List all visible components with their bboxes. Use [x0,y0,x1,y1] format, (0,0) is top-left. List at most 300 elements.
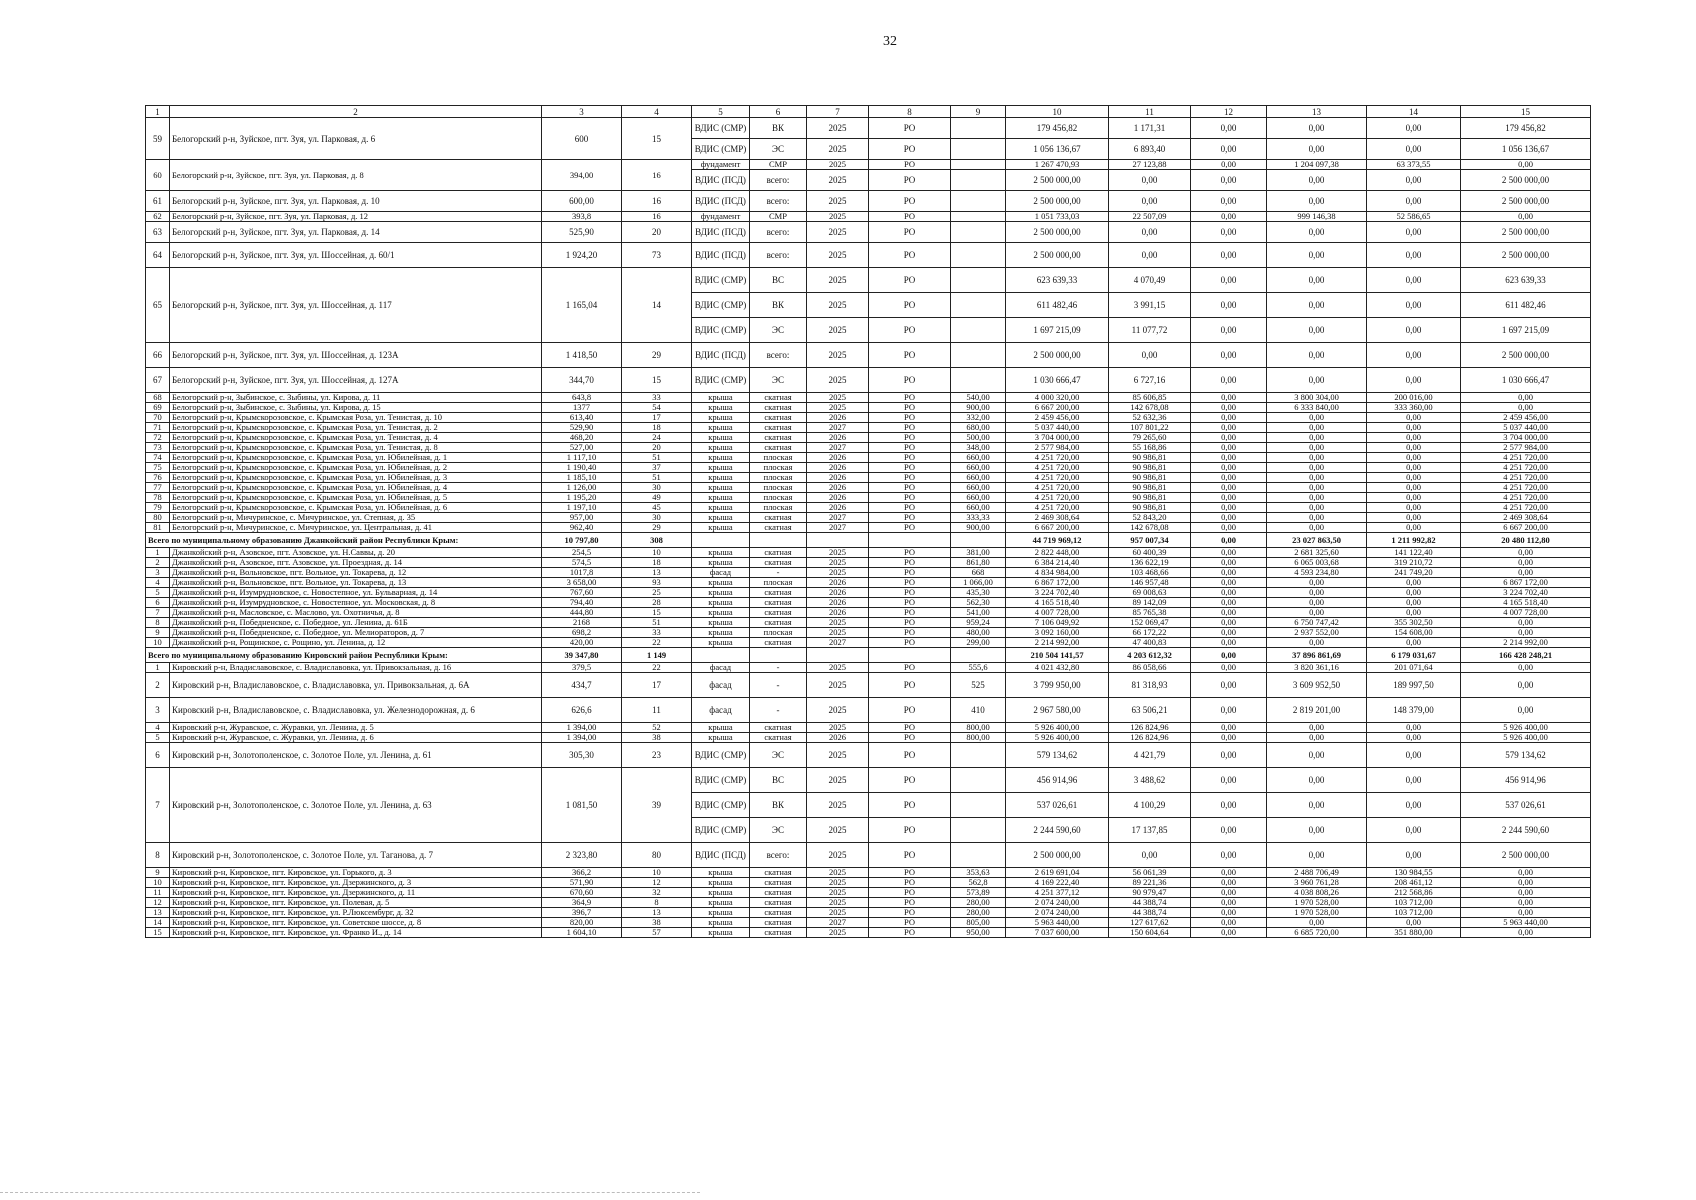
table-cell: 3 820 361,16 [1267,663,1367,673]
table-cell: 0,00 [1267,523,1367,533]
table-cell: 45 [622,503,692,513]
table-cell: скатная [750,888,807,898]
table-cell: 74 [146,453,170,463]
table-cell: Белогорский р-н, Мичуринское, с. Мичуринское, ул. Степная, д. 35 [170,513,542,523]
table-cell: 623 639,33 [1006,268,1109,293]
table-cell: 0,00 [1367,243,1461,268]
table-cell: 468,20 [542,433,622,443]
table-cell [750,648,807,663]
table-cell: 0,00 [1267,368,1367,393]
table-cell: 2 619 691,04 [1006,868,1109,878]
table-cell: 20 [622,443,692,453]
table-cell: 0,00 [1367,343,1461,368]
table-cell: 66 [146,343,170,368]
table-cell: РО [869,368,951,393]
table-cell: 1 604,10 [542,928,622,938]
table-cell: 8 [146,618,170,628]
table-cell: Кировский р-н, Кировское, пгт. Кировское, ул. Дзержинского, д. 11 [170,888,542,898]
table-cell [951,293,1006,318]
table-cell: РО [869,443,951,453]
table-cell: 0,00 [1191,433,1267,443]
table-cell: 2025 [807,723,869,733]
table-cell: 17 [622,413,692,423]
table-cell [951,139,1006,160]
table-cell: 12 [1191,106,1267,118]
table-cell: 72 [146,433,170,443]
table-cell: 999 146,38 [1267,212,1367,222]
table-cell: 6 685 720,00 [1267,928,1367,938]
table-cell: 142 678,08 [1109,523,1191,533]
table-cell: 0,00 [1267,443,1367,453]
table-cell: крыша [692,393,750,403]
table-cell: 0,00 [1191,483,1267,493]
table-cell: 299,00 [951,638,1006,648]
table-row [146,493,1591,503]
table-cell: 2 500 000,00 [1461,222,1591,243]
table-cell: РО [869,293,951,318]
table-cell: 0,00 [1191,548,1267,558]
table-cell: 44 388,74 [1109,908,1191,918]
table-cell: всего: [750,343,807,368]
table-cell: Белогорский р-н, Крымскорозовское, с. Крымская Роза, ул. Юбилейная, д. 3 [170,473,542,483]
table-cell: ВДИС (СМР) [692,768,750,793]
table-cell: 2025 [807,663,869,673]
table-cell: 1 970 528,00 [1267,908,1367,918]
table-cell: 3 [146,568,170,578]
table-cell: Кировский р-н, Золотополенское, с. Золотое Поле, ул. Ленина, д. 61 [170,743,542,768]
table-cell: 0,00 [1267,598,1367,608]
table-cell: 0,00 [1191,463,1267,473]
table-cell: 179 456,82 [1461,118,1591,139]
table-cell: 1 394,00 [542,723,622,733]
table-cell: 562,30 [951,598,1006,608]
table-cell: 0,00 [1191,473,1267,483]
table-cell: 0,00 [1367,139,1461,160]
table-cell: 0,00 [1191,268,1267,293]
table-cell: 2 500 000,00 [1461,243,1591,268]
table-row [146,463,1591,473]
table-cell: 2 577 984,00 [1461,443,1591,453]
table-row [146,433,1591,443]
table-cell: ВДИС (СМР) [692,118,750,139]
table-cell: Белогорский р-н, Зуйское, пгт. Зуя, ул. Парковая, д. 12 [170,212,542,222]
table-cell [951,243,1006,268]
table-cell: 1017,8 [542,568,622,578]
table-cell: 3 [542,106,622,118]
table-cell: РО [869,243,951,268]
table-cell: 2025 [807,548,869,558]
table-cell: 308 [622,533,692,548]
table-cell: ВС [750,268,807,293]
table-cell: Белогорский р-н, Зыбинское, с. Зыбины, ул. Кирова, д. 15 [170,403,542,413]
table-cell: РО [869,818,951,843]
table-cell: 154 608,00 [1367,628,1461,638]
table-cell: крыша [692,523,750,533]
table-cell: 0,00 [1267,818,1367,843]
table-cell: Кировский р-н, Кировское, пгт. Кировское, ул. Горького, д. 3 [170,868,542,878]
table-cell [951,533,1006,548]
table-cell: РО [869,598,951,608]
table-cell: крыша [692,868,750,878]
table-cell: 90 986,81 [1109,463,1191,473]
table-cell: - [750,663,807,673]
table-cell: 0,00 [1367,191,1461,212]
table-cell: 0,00 [1461,403,1591,413]
table-cell: 3 224 702,40 [1006,588,1109,598]
table-cell: 5 926 400,00 [1006,733,1109,743]
table-cell: 2 488 706,49 [1267,868,1367,878]
table-cell: 2027 [807,918,869,928]
table-cell: 2025 [807,558,869,568]
table-cell [951,222,1006,243]
table-cell: 410 [951,698,1006,723]
table-cell: 73 [146,443,170,453]
table-cell: крыша [692,608,750,618]
table-cell: 11 077,72 [1109,318,1191,343]
table-cell: 1 190,40 [542,463,622,473]
table-cell: 2025 [807,868,869,878]
table-cell: 0,00 [1109,191,1191,212]
table-cell: РО [869,393,951,403]
table-cell: РО [869,268,951,293]
table-cell [951,818,1006,843]
table-cell: 142 678,08 [1109,403,1191,413]
table-cell [951,368,1006,393]
table-cell: 90 986,81 [1109,483,1191,493]
table-row [146,453,1591,463]
table-cell: 800,00 [951,723,1006,733]
table-cell: 89 142,09 [1109,598,1191,608]
table-cell: 63 506,21 [1109,698,1191,723]
table-cell: 1 171,31 [1109,118,1191,139]
table-cell: Джанкойский р-н, Победненское, с. Победное, ул. Ленина, д. 61Б [170,618,542,628]
table-cell: РО [869,908,951,918]
table-cell: РО [869,212,951,222]
table-cell: 0,00 [1191,191,1267,212]
table-cell: фасад [692,673,750,698]
table-cell: крыша [692,878,750,888]
table-cell: ВК [750,793,807,818]
table-cell: 17 [622,673,692,698]
table-cell: ЭС [750,318,807,343]
table-cell: 44 719 969,12 [1006,533,1109,548]
table-cell: 805,00 [951,918,1006,928]
table-cell: 2025 [807,898,869,908]
table-cell: 17 137,85 [1109,818,1191,843]
table-cell: 540,00 [951,393,1006,403]
table-cell: 444,80 [542,608,622,618]
table-cell: 0,00 [1109,343,1191,368]
table-cell: 333,33 [951,513,1006,523]
table-cell: 0,00 [1191,222,1267,243]
table-row [146,698,1591,723]
table-cell: РО [869,698,951,723]
table-cell: 11 [146,888,170,898]
table-cell: 344,70 [542,368,622,393]
table-cell: 6 750 747,42 [1267,618,1367,628]
table-cell: 10 [146,878,170,888]
table-cell: 10 [622,868,692,878]
table-cell: 305,30 [542,743,622,768]
table-cell: 37 896 861,69 [1267,648,1367,663]
table-cell: 103 712,00 [1367,898,1461,908]
table-cell: скатная [750,868,807,878]
table-cell: 13 [622,908,692,918]
table-cell: скатная [750,928,807,938]
table-cell: 0,00 [1191,503,1267,513]
table-cell: 1 126,00 [542,483,622,493]
table-row [146,568,1591,578]
table-cell: скатная [750,598,807,608]
table-cell: 0,00 [1267,513,1367,523]
total-row [146,648,1591,663]
table-cell: 0,00 [1461,878,1591,888]
table-cell: крыша [692,723,750,733]
table-cell: РО [869,673,951,698]
table-cell: 0,00 [1367,918,1461,928]
table-cell: РО [869,588,951,598]
table-cell: РО [869,463,951,473]
table-cell [951,318,1006,343]
table-cell: РО [869,898,951,908]
table-cell: 3 609 952,50 [1267,673,1367,698]
table-row [146,868,1591,878]
table-cell: 4 021 432,80 [1006,663,1109,673]
table-row [146,403,1591,413]
table-cell: 348,00 [951,443,1006,453]
table-cell: ВДИС (СМР) [692,793,750,818]
table-row [146,918,1591,928]
table-cell: 555,6 [951,663,1006,673]
table-cell: 90 986,81 [1109,503,1191,513]
table-cell: 0,00 [1267,793,1367,818]
table-cell: 5 926 400,00 [1461,733,1591,743]
table-cell: скатная [750,723,807,733]
table-cell: 2 469 308,64 [1461,513,1591,523]
table-cell: РО [869,578,951,588]
table-cell: РО [869,160,951,170]
table-cell: 0,00 [1109,222,1191,243]
table-cell: 0,00 [1461,673,1591,698]
table-cell: 394,00 [542,160,622,191]
table-cell: Всего по муниципальному образованию Кировский район Республики Крым: [146,648,542,663]
table-cell: РО [869,523,951,533]
table-cell: ЭС [750,139,807,160]
table-cell: 1 030 666,47 [1006,368,1109,393]
table-cell: 0,00 [1191,723,1267,733]
table-cell: 2 937 552,00 [1267,628,1367,638]
table-cell: 0,00 [1267,343,1367,368]
table-row [146,523,1591,533]
table-cell: 0,00 [1367,453,1461,463]
table-cell: 2025 [807,191,869,212]
table-cell: скатная [750,638,807,648]
table-cell: 28 [622,598,692,608]
table-cell: 0,00 [1461,868,1591,878]
table-cell: 14 [622,268,692,343]
table-cell: 1 030 666,47 [1461,368,1591,393]
table-cell: ВК [750,293,807,318]
table-cell: Белогорский р-н, Зуйское, пгт. Зуя, ул. Парковая, д. 10 [170,191,542,212]
table-cell: Кировский р-н, Владиславовское, с. Владиславовка, ул. Привокзальная, д. 16 [170,663,542,673]
table-cell: 0,00 [1461,568,1591,578]
table-cell: 0,00 [1191,160,1267,170]
table-cell: 500,00 [951,433,1006,443]
table-cell: 680,00 [951,423,1006,433]
table-cell: 6 [146,743,170,768]
table-cell: Белогорский р-н, Зуйское, пгт. Зуя, ул. Шоссейная, д. 123А [170,343,542,368]
table-cell: 29 [622,343,692,368]
table-cell: 0,00 [1191,843,1267,868]
table-cell: 6 667 200,00 [1006,403,1109,413]
table-row [146,598,1591,608]
table-cell: 4 165 518,40 [1006,598,1109,608]
table-cell: крыша [692,908,750,918]
table-cell: 2026 [807,493,869,503]
table-cell: 5 [692,106,750,118]
table-cell: 89 221,36 [1109,878,1191,888]
table-cell: 6 [750,106,807,118]
table-cell: 0,00 [1461,698,1591,723]
table-cell: 0,00 [1267,463,1367,473]
table-cell: 2 459 456,00 [1461,413,1591,423]
table-cell: 2 967 580,00 [1006,698,1109,723]
table-cell: 0,00 [1367,318,1461,343]
table-cell: 76 [146,473,170,483]
table-cell: 166 428 248,21 [1461,648,1591,663]
table-cell: Белогорский р-н, Крымскорозовское, с. Крымская Роза, ул. Тенистая, д. 10 [170,413,542,423]
table-cell: 69 008,63 [1109,588,1191,598]
table-cell: 660,00 [951,453,1006,463]
table-cell: 0,00 [1367,513,1461,523]
table-cell: 2025 [807,843,869,868]
table-cell: 0,00 [1191,648,1267,663]
table-cell: 16 [622,191,692,212]
page-number: 32 [883,34,897,49]
table-row [146,733,1591,743]
table-cell: 0,00 [1367,293,1461,318]
table-cell: РО [869,548,951,558]
table-cell: 0,00 [1191,403,1267,413]
table-cell: 2 500 000,00 [1461,343,1591,368]
table-cell: 2027 [807,423,869,433]
table-cell: 698,2 [542,628,622,638]
table-cell: 623 639,33 [1461,268,1591,293]
table-cell [951,191,1006,212]
table-cell: Кировский р-н, Кировское, пгт. Кировское, ул. Дзержинского, д. 3 [170,878,542,888]
table-cell: 1 056 136,67 [1461,139,1591,160]
table-cell: 51 [622,453,692,463]
table-cell: 1 267 470,93 [1006,160,1109,170]
table-cell: ВДИС (СМР) [692,293,750,318]
table-cell: Белогорский р-н, Зыбинское, с. Зыбины, ул. Кирова, д. 11 [170,393,542,403]
table-cell: 9 [951,106,1006,118]
table-cell: 7 [146,608,170,618]
table-cell: РО [869,918,951,928]
table-cell: Кировский р-н, Журавское, с. Журавки, ул. Ленина, д. 5 [170,723,542,733]
table-cell: 767,60 [542,588,622,598]
table-cell: 2025 [807,160,869,170]
table-cell: 0,00 [1191,293,1267,318]
table-cell [951,160,1006,170]
table-cell: 2 681 325,60 [1267,548,1367,558]
table-cell: 537 026,61 [1006,793,1109,818]
table-row [146,618,1591,628]
table-row [146,578,1591,588]
table-cell: 900,00 [951,523,1006,533]
table-cell: 52 843,20 [1109,513,1191,523]
total-row [146,533,1591,548]
table-cell: 13 [146,908,170,918]
table-cell: 86 058,66 [1109,663,1191,673]
table-cell: 15 [146,928,170,938]
table-cell: 1377 [542,403,622,413]
table-cell: 103 712,00 [1367,908,1461,918]
table-cell: 2025 [807,368,869,393]
table-cell: 2 577 984,00 [1006,443,1109,453]
table-row [146,548,1591,558]
table-cell: 152 069,47 [1109,618,1191,628]
table-row [146,483,1591,493]
table-cell: РО [869,928,951,938]
table-cell: 90 986,81 [1109,473,1191,483]
table-cell: 127 617,62 [1109,918,1191,928]
table-cell: 456 914,96 [1461,768,1591,793]
table-cell: скатная [750,878,807,888]
table-cell: 3 991,15 [1109,293,1191,318]
table-cell: 81 [146,523,170,533]
table-cell: 2 500 000,00 [1006,843,1109,868]
table-cell: 2026 [807,463,869,473]
table-cell: 62 [146,212,170,222]
table-cell: 4 203 612,32 [1109,648,1191,663]
table-cell: 51 [622,618,692,628]
table-cell: крыша [692,588,750,598]
table-cell: Белогорский р-н, Зуйское, пгт. Зуя, ул. Шоссейная, д. 60/1 [170,243,542,268]
table-cell: 1 081,50 [542,768,622,843]
table-cell: 12 [146,898,170,908]
table-cell: РО [869,733,951,743]
table-cell: 0,00 [1367,768,1461,793]
table-cell: 15 [1461,106,1591,118]
table-cell: 0,00 [1367,723,1461,733]
table-row [146,663,1591,673]
table-cell: 2025 [807,743,869,768]
table-cell: 0,00 [1367,818,1461,843]
table-cell: 280,00 [951,908,1006,918]
table-cell: 64 [146,243,170,268]
table-row [146,423,1591,433]
table-cell: Джанкойский р-н, Победненское, с. Победное, ул. Мелиораторов, д. 7 [170,628,542,638]
table-cell: РО [869,868,951,878]
table-cell [807,533,869,548]
table-cell: 44 388,74 [1109,898,1191,908]
table-cell [951,743,1006,768]
table-cell: 0,00 [1461,618,1591,628]
table-cell: скатная [750,433,807,443]
table-cell: 80 [622,843,692,868]
table-cell: плоская [750,463,807,473]
table-cell: РО [869,888,951,898]
table-cell: 212 568,86 [1367,888,1461,898]
table-cell: 800,00 [951,733,1006,743]
table-cell: 0,00 [1367,843,1461,868]
table-cell: 1 117,10 [542,453,622,463]
table-cell: 1 418,50 [542,343,622,368]
table-cell: 364,9 [542,898,622,908]
table-cell: 0,00 [1191,493,1267,503]
table-cell: 2 459 456,00 [1006,413,1109,423]
